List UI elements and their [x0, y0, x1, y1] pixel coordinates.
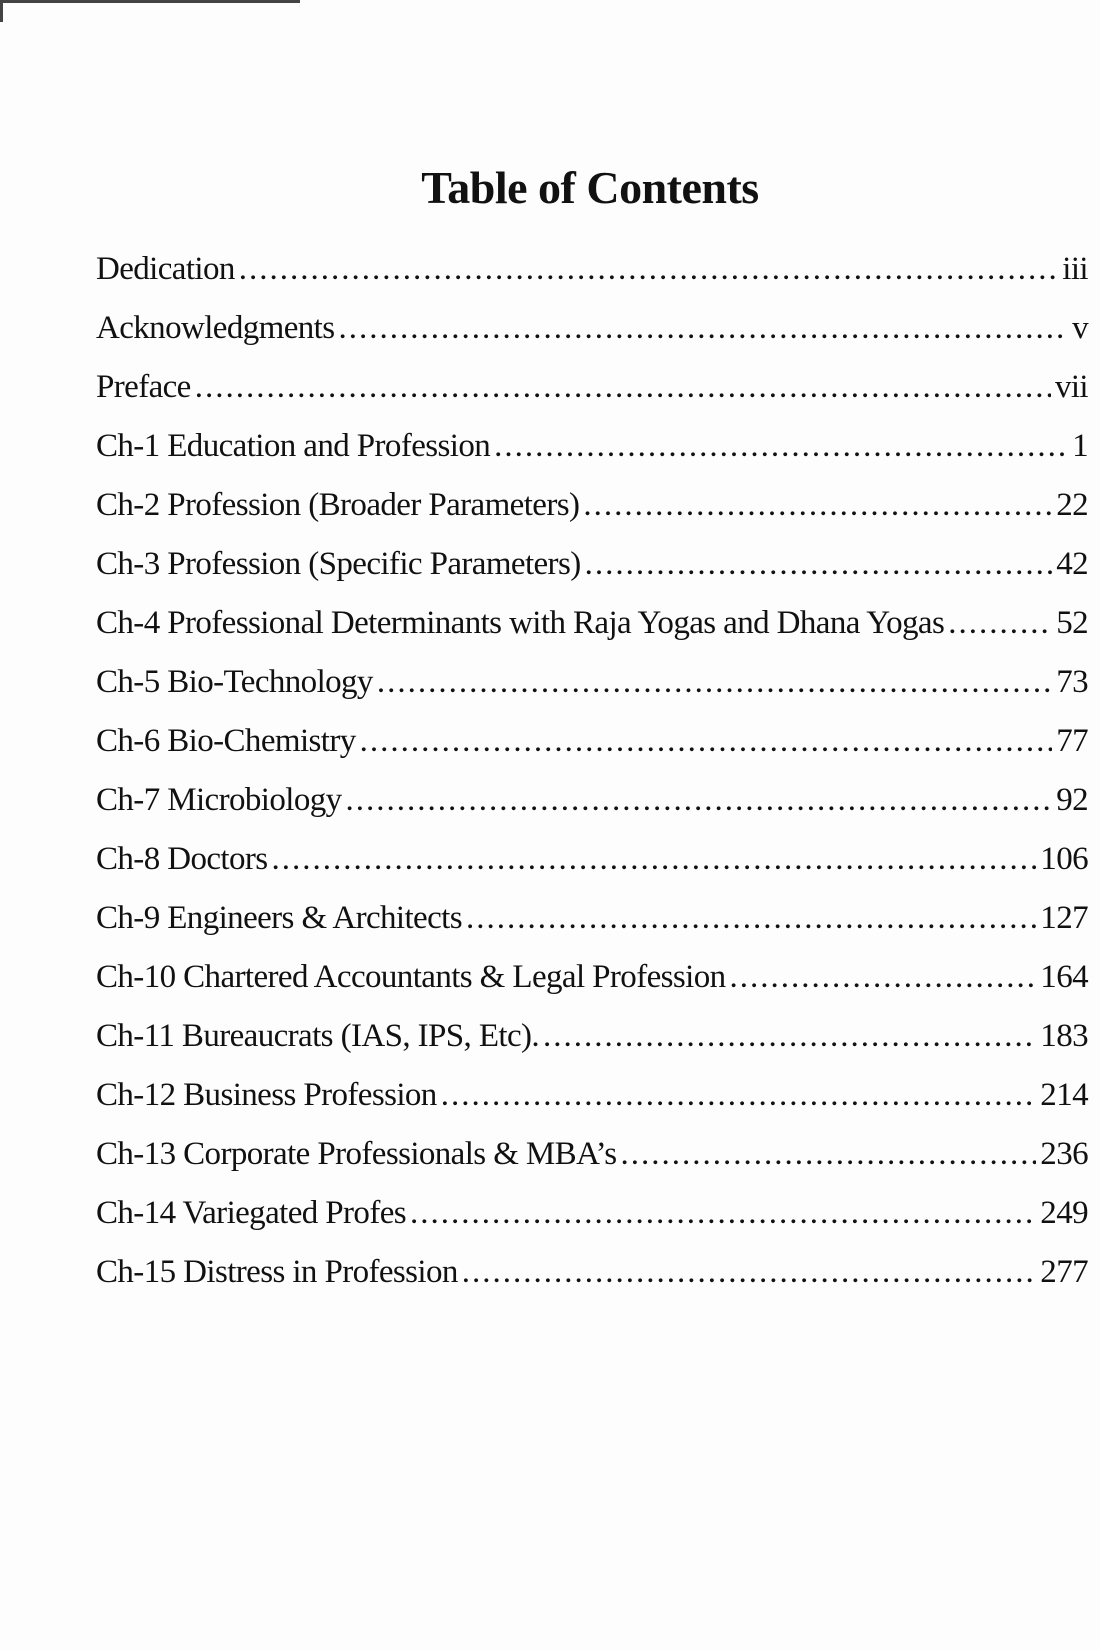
toc-entry-page: iii	[1062, 251, 1088, 287]
toc-entry-page: 1	[1072, 428, 1088, 464]
page-edge-left	[0, 0, 3, 22]
toc-entry-label: Ch-12 Business Profession	[96, 1077, 437, 1113]
toc-entry	[96, 1066, 1088, 1125]
toc-dot-leader	[377, 653, 1052, 712]
toc-entry-page: 277	[1040, 1254, 1088, 1290]
toc-entry-label: Acknowledgments	[96, 310, 335, 346]
toc-entry-label: Ch-1 Education and Profession	[96, 428, 491, 464]
toc-entry-page: v	[1072, 310, 1088, 346]
toc-dot-leader	[410, 1184, 1036, 1243]
toc-entry	[96, 240, 1088, 299]
toc-entry-label: Ch-15 Distress in Profession	[96, 1254, 458, 1290]
toc-entry	[96, 1243, 1088, 1302]
toc-dot-leader	[948, 594, 1052, 653]
toc-entry	[96, 299, 1088, 358]
toc-entry	[96, 1184, 1088, 1243]
toc-entry-page: 73	[1056, 664, 1088, 700]
toc-entry	[96, 771, 1088, 830]
toc-dot-leader	[462, 1243, 1037, 1302]
page-edge-top	[0, 0, 300, 3]
toc-entry-label: Ch-7 Microbiology	[96, 782, 342, 818]
toc-dot-leader	[239, 240, 1059, 299]
toc-entry-page: 22	[1056, 487, 1088, 523]
toc-dot-leader	[583, 476, 1052, 535]
toc-entry	[96, 889, 1088, 948]
toc-entry-page: 52	[1056, 605, 1088, 641]
toc-entry-label: Ch-8 Doctors	[96, 841, 268, 877]
toc-dot-leader	[338, 299, 1068, 358]
toc-dot-leader	[466, 889, 1036, 948]
toc-entry-page: 164	[1040, 959, 1088, 995]
toc-dot-leader	[195, 358, 1051, 417]
toc-dot-leader	[543, 1007, 1036, 1066]
toc-list	[96, 240, 1088, 1302]
toc-entry-label: Preface	[96, 369, 191, 405]
toc-entry-page: 249	[1040, 1195, 1088, 1231]
toc-entry-page: 183	[1040, 1018, 1088, 1054]
toc-entry-page: 127	[1040, 900, 1088, 936]
toc-entry-page: 77	[1056, 723, 1088, 759]
toc-entry-label: Dedication	[96, 251, 235, 287]
toc-dot-leader	[360, 712, 1053, 771]
toc-dot-leader	[346, 771, 1053, 830]
toc-entry-label: Ch-11 Bureaucrats (IAS, IPS, Etc).	[96, 1018, 540, 1054]
toc-entry	[96, 594, 1088, 653]
toc-entry	[96, 712, 1088, 771]
toc-entry-page: 106	[1040, 841, 1088, 877]
toc-entry	[96, 1125, 1088, 1184]
toc-entry-label: Ch-13 Corporate Professionals & MBA’s	[96, 1136, 617, 1172]
toc-entry-page: 214	[1040, 1077, 1088, 1113]
page-title: Table of Contents	[421, 161, 759, 213]
toc-entry-label: Ch-9 Engineers & Architects	[96, 900, 462, 936]
toc-entry-label: Ch-10 Chartered Accountants & Legal Profession	[96, 959, 726, 995]
toc-entry-label: Ch-5 Bio-Technology	[96, 664, 373, 700]
toc-entry	[96, 830, 1088, 889]
toc-entry-page: 42	[1056, 546, 1088, 582]
toc-entry	[96, 1007, 1088, 1066]
toc-entry	[96, 948, 1088, 1007]
toc-entry	[96, 358, 1088, 417]
toc-dot-leader	[272, 830, 1037, 889]
toc-entry-label: Ch-2 Profession (Broader Parameters)	[96, 487, 580, 523]
toc-entry	[96, 535, 1088, 594]
toc-entry-page: vii	[1054, 369, 1088, 405]
toc-entry-label: Ch-3 Profession (Specific Parameters)	[96, 546, 581, 582]
toc-entry	[96, 417, 1088, 476]
toc-entry-label: Ch-6 Bio-Chemistry	[96, 723, 356, 759]
toc-entry-page: 92	[1056, 782, 1088, 818]
toc-dot-leader	[494, 417, 1068, 476]
toc-dot-leader	[620, 1125, 1036, 1184]
toc-entry	[96, 653, 1088, 712]
toc-entry-label: Ch-4 Professional Determinants with Raja Yogas and Dhana Yogas	[96, 605, 945, 641]
toc-entry-page: 236	[1040, 1136, 1088, 1172]
toc-dot-leader	[441, 1066, 1037, 1125]
toc-entry-label: Ch-14 Variegated Profes	[96, 1195, 407, 1231]
toc-entry	[96, 476, 1088, 535]
toc-dot-leader	[730, 948, 1037, 1007]
toc-dot-leader	[585, 535, 1053, 594]
